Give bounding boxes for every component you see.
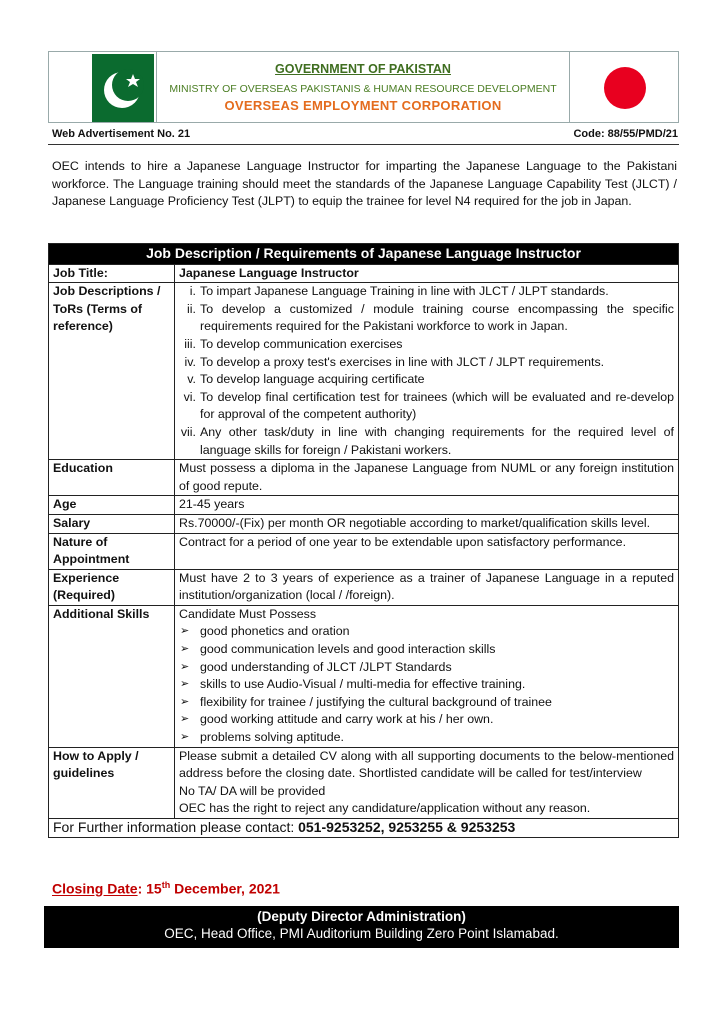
letterhead — [48, 51, 679, 123]
skills-list — [179, 623, 674, 746]
arrow-icon: ➢ — [180, 713, 190, 726]
apply-cell — [175, 747, 679, 818]
arrow-icon: ➢ — [180, 625, 190, 638]
tors-cell — [175, 283, 679, 460]
japan-flag-icon — [604, 67, 646, 109]
ministry-title: MINISTRY OF OVERSEAS PAKISTANIS & HUMAN RESOURCE DEVELOPMENT — [169, 83, 557, 95]
list-item: ➢ problems solving aptitude. — [179, 729, 674, 747]
contact-numbers: 051-9253252, 9253255 & 9253253 — [298, 819, 516, 835]
table-row — [49, 514, 679, 533]
footer-address-line: OEC, Head Office, PMI Auditorium Building Zero Point Islamabad. — [164, 926, 559, 941]
job-title-value: Japanese Language Instructor — [175, 264, 679, 283]
tors-list — [179, 283, 674, 459]
apply-note: No TA/ DA will be provided — [179, 783, 326, 798]
education-value: Must possess a diploma in the Japanese Language from NUML or any foreign institution of good repute. — [175, 460, 679, 496]
education-label: Education — [49, 460, 175, 496]
closing-label: Closing Date — [52, 880, 138, 897]
experience-value: Must have 2 to 3 years of experience as a trainer of Japanese Language in a reputed institution/organization (local / /foreign). — [175, 569, 679, 605]
table-row — [49, 496, 679, 515]
closing-rest: December, 2021 — [170, 880, 280, 897]
list-item: ➢ good working attitude and carry work at his / her own. — [179, 711, 674, 729]
list-item: vi. To develop final certification test for trainees (which will be evaluated and re-develop for approval of the competent authority) — [183, 389, 674, 422]
apply-text: Please submit a detailed CV along with all supporting documents to the below-mentioned address before the closing date. Shortlisted candidate will be called for test/interview — [179, 748, 674, 781]
list-item: i. To impart Japanese Language Training in line with JLCT / JLPT standards. — [189, 284, 609, 299]
closing-date: Closing Date: 15th December, 2021 — [52, 880, 280, 897]
skills-label: Additional Skills — [49, 605, 175, 747]
nature-label: Nature of Appointment — [49, 533, 175, 569]
advertisement-code: Code: 88/55/PMD/21 — [573, 128, 678, 140]
list-item: iv. To develop a proxy test's exercises in line with JLCT / JLPT requirements. — [184, 354, 605, 369]
gov-title: GOVERNMENT OF PAKISTAN — [275, 62, 451, 76]
table-row — [49, 605, 679, 747]
table-title: Job Description / Requirements of Japanese Language Instructor — [49, 244, 679, 265]
salary-label: Salary — [49, 514, 175, 533]
list-item: ➢ good communication levels and good interaction skills — [179, 641, 674, 659]
skills-cell — [175, 605, 679, 747]
arrow-icon: ➢ — [180, 695, 190, 708]
list-item: v. To develop language acquiring certificate — [187, 372, 425, 387]
arrow-icon: ➢ — [180, 678, 190, 691]
footer-address — [44, 906, 679, 948]
arrow-icon: ➢ — [180, 660, 190, 673]
list-item: ➢ skills to use Audio-Visual / multi-media for effective training. — [179, 676, 674, 694]
table-row — [49, 819, 679, 838]
nature-value: Contract for a period of one year to be extendable upon satisfactory performance. — [175, 533, 679, 569]
closing-day-suffix: th — [161, 880, 171, 890]
list-item: ➢ good understanding of JLCT /JLPT Standards — [179, 659, 674, 677]
apply-note: OEC has the right to reject any candidature/application without any reason. — [179, 801, 591, 816]
experience-label: Experience (Required) — [49, 569, 175, 605]
pakistan-flag-icon — [78, 54, 154, 122]
table-row — [49, 283, 679, 460]
skills-intro: Candidate Must Possess — [179, 606, 317, 621]
list-item: ii. To develop a customized / module training course encompassing the specific requirements required for the Pakistani workforce to work in Japan. — [187, 301, 674, 334]
footer-designation: (Deputy Director Administration) — [257, 909, 466, 924]
contact-cell — [49, 819, 679, 838]
tors-label: Job Descriptions / ToRs (Terms of reference) — [49, 283, 175, 460]
arrow-icon: ➢ — [180, 643, 190, 656]
table-row — [49, 533, 679, 569]
table-row — [49, 747, 679, 818]
corporation-title: OVERSEAS EMPLOYMENT CORPORATION — [224, 98, 502, 113]
apply-label: How to Apply / guidelines — [49, 747, 175, 818]
divider — [48, 144, 679, 145]
list-item: iii. To develop communication exercises — [184, 336, 403, 351]
table-row — [49, 569, 679, 605]
list-item: ➢ good phonetics and oration — [179, 623, 674, 641]
advertisement-number: Web Advertisement No. 21 — [52, 128, 191, 140]
table-row — [49, 460, 679, 496]
intro-paragraph: OEC intends to hire a Japanese Language Instructor for imparting the Japanese Language to the Pakistani workforce. The Language training should meet the standards of the Japanese Language Capability Test (JLCT) / Japanese Language Proficiency Test (JLPT) to equip the trainee for level N4 required for the job in Japan. — [52, 159, 677, 209]
list-item: vii. Any other task/duty in line with changing requirements for the required level of language skills for foreign / Pakistani workers. — [180, 424, 674, 457]
contact-prefix: For Further information please contact: — [53, 819, 299, 835]
arrow-icon: ➢ — [180, 731, 190, 744]
salary-value: Rs.70000/-(Fix) per month OR negotiable according to market/qualification skills level. — [175, 514, 679, 533]
list-item: ➢ flexibility for trainee / justifying the cultural background of trainee — [179, 694, 674, 712]
job-title-label: Job Title: — [49, 264, 175, 283]
closing-day: 15 — [146, 880, 162, 897]
table-row — [49, 264, 679, 283]
job-description-table — [48, 243, 679, 838]
age-value: 21-45 years — [175, 496, 679, 515]
age-label: Age — [49, 496, 175, 515]
